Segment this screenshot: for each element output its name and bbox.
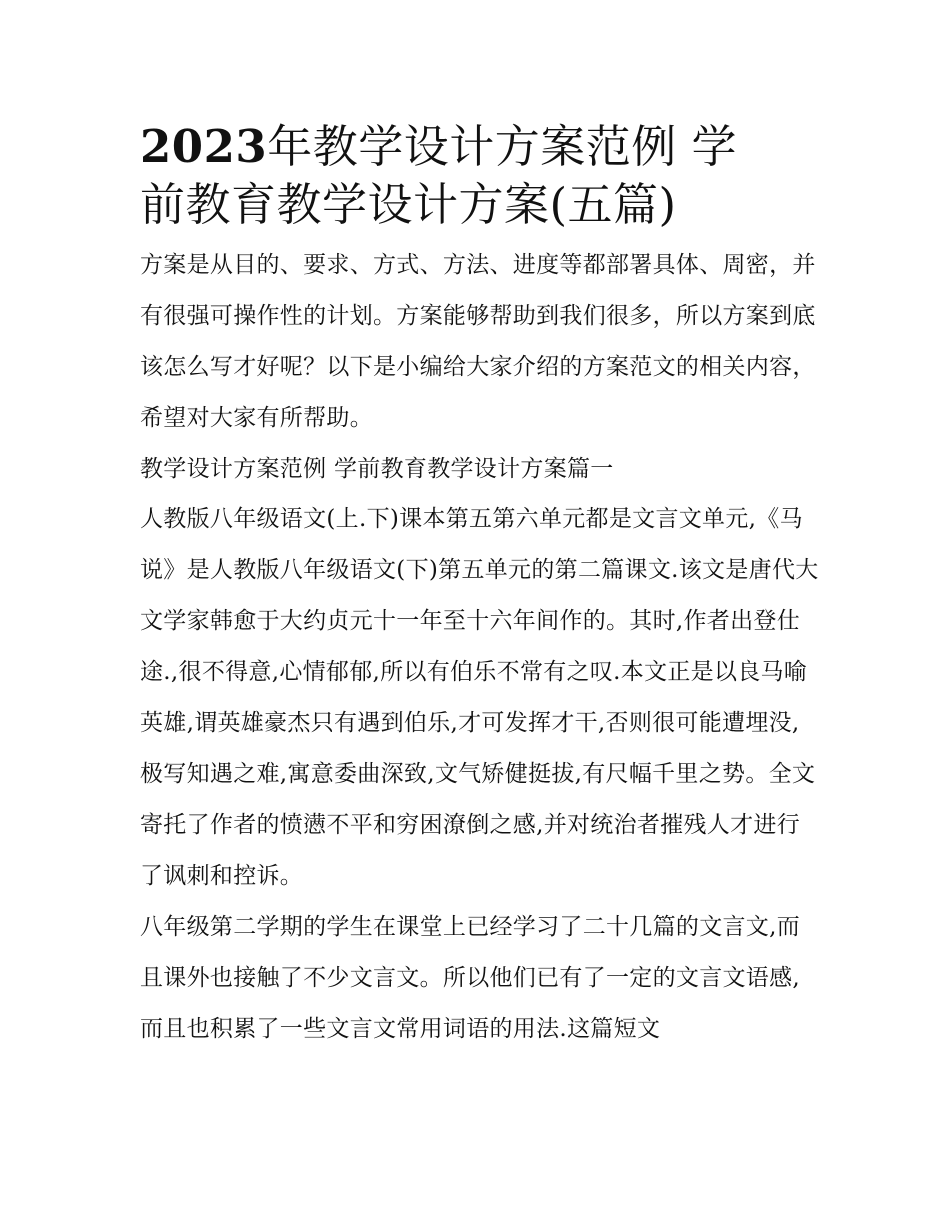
title-text: 年教学设计方案范例 学前教育教学设计方案(五篇) [140,120,738,231]
title-year: 2023 [140,120,268,173]
document-body [140,118,820,1055]
body-paragraph: 人教版八年级语文(上.下)课本第五第六单元都是文言文单元,《马说》是人教版八年级语文(下)第五单元的第二篇课文.该文是唐代大文学家韩愈于大约贞元十一年至十六年间作的。其时,作者出登仕途.,很不得意,心情郁郁,所以有伯乐不常有之叹.本文正是以良马喻英雄,谓英雄豪杰只有遇到伯乐,才可发挥才干,否则很可能遭埋没,极写知遇之难,寓意委曲深致,文气矫健挺拔,有尺幅千里之势。全文寄托了作者的愤懑不平和穷困潦倒之感,并对统治者摧残人才进行了讽刺和控诉。 [140,506,819,889]
document-title [140,118,780,234]
section-heading: 教学设计方案范例 学前教育教学设计方案篇一 [140,456,614,482]
intro-paragraph: 方案是从目的、要求、方式、方法、进度等都部署具体、周密，并有很强可操作性的计划。方案能够帮助到我们很多，所以方案到底该怎么写才好呢？以下是小编给大家介绍的方案范文的相关内容，希望对大家有所帮助。 [140,252,816,431]
body-paragraph: 八年级第二学期的学生在课堂上已经学习了二十几篇的文言文,而且课外也接触了不少文言文。所以他们已有了一定的文言文语感,而且也积累了一些文言文常用词语的用法.这篇短文 [140,914,801,1042]
